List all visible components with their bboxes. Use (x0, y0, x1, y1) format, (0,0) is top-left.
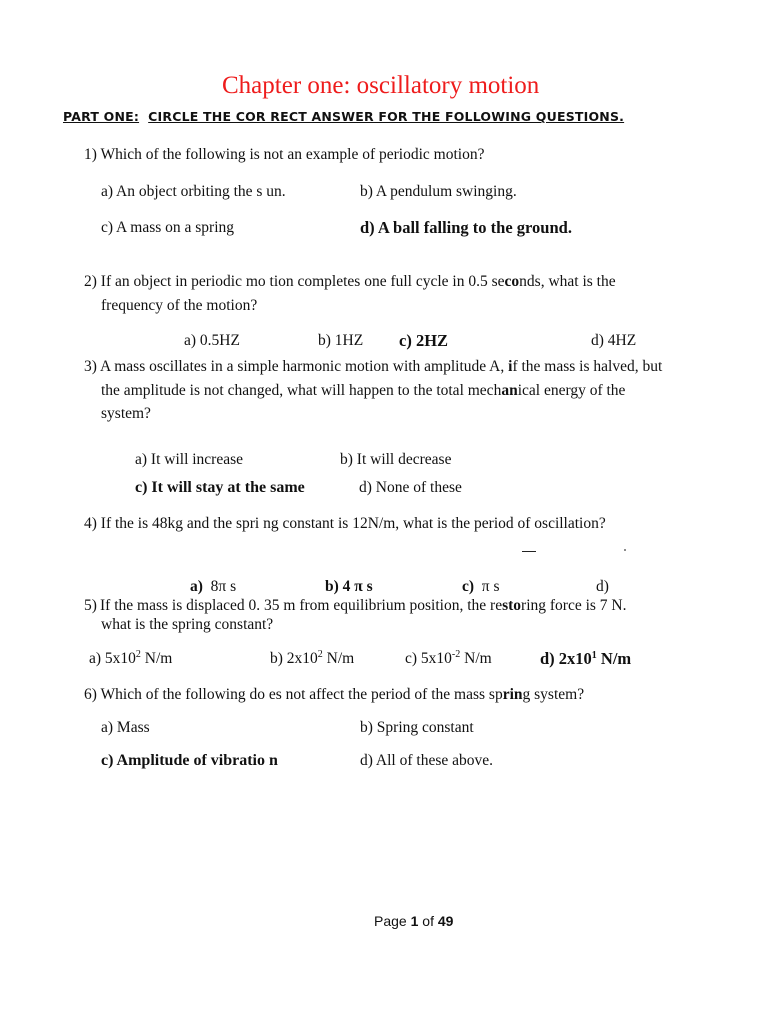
question-5-option-c[interactable]: c) $5x10^{-2}$ N/m (405, 649, 492, 667)
part-heading (63, 109, 624, 124)
question-5-option-d[interactable]: d) $2x10^1$ N/m (540, 649, 632, 668)
part-instruction: CIRCLE THE COR RECT ANSWER FOR THE FOLLOWING QUESTIONS. (148, 109, 625, 124)
question-3-stem: 3) A mass oscillates in a simple harmonic motion with amplitude A, if the mass is halved, but (84, 358, 663, 375)
question-5-option-a[interactable]: a) $5x10^2$ N/m (89, 649, 173, 667)
question-5-option-b[interactable]: b) $2x10^2$ N/m (270, 649, 355, 667)
question-5-stem: 5) If the mass is displaced 0. 35 m from equilibrium position, the restoring force is 7 N. (84, 597, 627, 614)
question-1-option-b[interactable]: b) A pendulum swinging. (360, 183, 517, 200)
question-4-stem: 4) If the is 48kg and the spri ng constant is 12N/m, what is the period of oscillation? (84, 515, 606, 532)
question-2-stem: 2) If an object in periodic mo tion completes one full cycle in 0.5 seconds, what is the (84, 273, 616, 290)
stray-mark (624, 549, 626, 551)
question-2-option-c[interactable]: c) 2HZ (399, 331, 449, 350)
question-3-option-b[interactable]: b) It will decrease (340, 451, 452, 468)
question-6-option-a[interactable]: a) Mass (101, 719, 150, 736)
question-3-stem-line2: the amplitude is not changed, what will happen to the total mechanical energy of the (101, 382, 626, 399)
question-2-option-a[interactable]: a) 0.5HZ (184, 332, 240, 349)
question-2-option-d[interactable]: d) 4HZ (591, 332, 637, 349)
question-1-option-c[interactable]: c) A mass on a spring (101, 219, 235, 236)
fraction-bar (522, 551, 536, 552)
question-4-option-c[interactable]: c) π s (462, 578, 500, 595)
part-label: PART ONE: (63, 109, 140, 124)
question-1-option-a[interactable]: a) An object orbiting the s un. (101, 183, 286, 200)
question-3-stem-line3: system? (101, 405, 151, 422)
question-4-option-b[interactable]: b) 4 π s (325, 578, 373, 595)
question-6-option-d[interactable]: d) All of these above. (360, 752, 494, 769)
question-4-option-d[interactable]: d) (596, 578, 609, 595)
question-6-stem: 6) Which of the following do es not affect the period of the mass spring system? (84, 686, 585, 703)
question-1-option-d[interactable]: d) A ball falling to the ground. (360, 218, 572, 237)
question-2-stem-line2: frequency of the motion? (101, 297, 258, 314)
question-3-option-c[interactable]: c) It will stay at the same (135, 479, 305, 496)
question-4-option-a[interactable]: a) 8π s (190, 578, 237, 595)
page-title: Chapter one: oscillatory motion (222, 72, 540, 99)
question-3-option-a[interactable]: a) It will increase (135, 451, 244, 468)
question-3-option-d[interactable]: d) None of these (359, 479, 462, 496)
question-1-stem: 1) Which of the following is not an example of periodic motion? (84, 146, 485, 163)
question-6-option-b[interactable]: b) Spring constant (360, 719, 474, 736)
question-6-option-c[interactable]: c) Amplitude of vibratio n (101, 752, 278, 769)
question-5-stem-line2: what is the spring constant? (101, 616, 274, 633)
page-number: Page 1 of 49 (374, 913, 454, 929)
question-2-option-b[interactable]: b) 1HZ (318, 332, 364, 349)
